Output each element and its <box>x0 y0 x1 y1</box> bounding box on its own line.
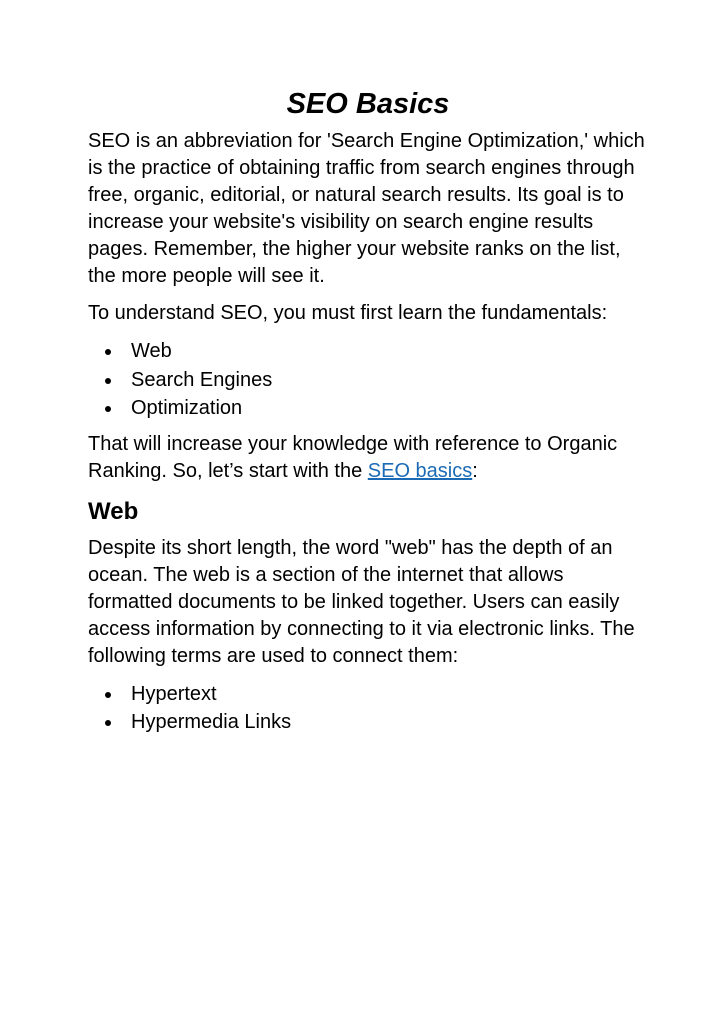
web-terms-list <box>88 680 648 737</box>
bullet-icon <box>105 378 111 384</box>
knowledge-paragraph <box>88 431 648 485</box>
page-title: SEO Basics <box>286 88 450 120</box>
bullet-icon <box>105 349 111 355</box>
list-item-label: Hypermedia Links <box>131 711 292 733</box>
document-page <box>88 86 648 745</box>
fundamentals-intro: To understand SEO, you must first learn the fundamentals: <box>88 302 608 324</box>
list-item-label: Hypertext <box>131 682 217 705</box>
bullet-icon <box>105 692 111 698</box>
list-item-label: Search Engines <box>131 368 273 391</box>
list-item <box>88 337 648 366</box>
web-paragraph: Despite its short length, the word "web" has the depth of an ocean. The web is a section of the internet that allows formatted documents to be linked together. Users can easily access information by connecting to it via electronic links. The following terms are used to connect them: <box>88 536 635 667</box>
list-item <box>88 708 648 737</box>
list-item <box>88 680 648 709</box>
bullet-icon <box>105 720 111 726</box>
list-item <box>88 394 648 423</box>
knowledge-text: That will increase your knowledge with reference to Organic Ranking. So, let’s start with the <box>88 432 618 482</box>
bullet-icon <box>105 406 111 412</box>
seo-basics-link[interactable]: SEO basics <box>367 459 473 482</box>
web-heading: Web <box>88 497 139 525</box>
fundamentals-list <box>88 337 648 423</box>
list-item-label: Web <box>131 340 172 362</box>
intro-paragraph: SEO is an abbreviation for 'Search Engine Optimization,' which is the practice of obtaining traffic from search engines through free, organic, editorial, or natural search results. Its goal is to increase your website's visibility on search engine results pages. Remember, the higher your website ranks on the list, the more people will see it. <box>88 130 645 287</box>
list-item <box>88 366 648 395</box>
knowledge-suffix: : <box>472 459 478 482</box>
list-item-label: Optimization <box>131 397 243 419</box>
